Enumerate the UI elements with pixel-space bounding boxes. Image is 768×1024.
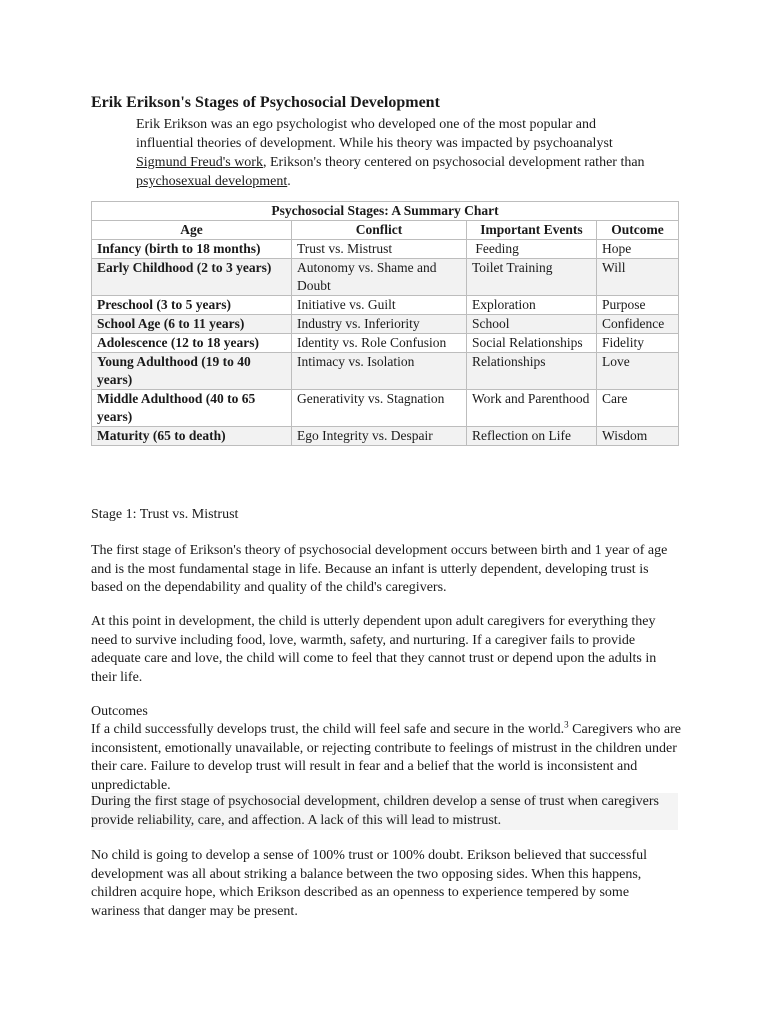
cell-conflict: Identity vs. Role Confusion xyxy=(292,334,467,353)
table-header-row xyxy=(92,221,679,240)
outcomes-text-2: Caregivers who are inconsistent, emotionally unavailable, or rejecting contribute to feelings of mistrust in the children under their care. Failure to develop trust will result in fear and a belief that the world is inconsistent and unpredictable. xyxy=(91,722,681,793)
freud-link[interactable]: Sigmund Freud's work xyxy=(136,155,263,170)
header-important-events: Important Events xyxy=(467,221,597,240)
cell-age: Young Adulthood (19 to 40 years) xyxy=(92,353,292,390)
outcomes-text-1: If a child successfully develops trust, the child will feel safe and secure in the world. xyxy=(91,722,565,737)
intro-text-2: , Erikson's theory centered on psychosocial development rather than xyxy=(262,155,645,170)
cell-conflict: Ego Integrity vs. Despair xyxy=(292,427,467,446)
summary-chart-table xyxy=(91,201,679,446)
cell-event: School xyxy=(467,315,597,334)
cell-age: Adolescence (12 to 18 years) xyxy=(92,334,292,353)
header-age: Age xyxy=(92,221,292,240)
cell-outcome: Love xyxy=(597,353,679,390)
cell-age: School Age (6 to 11 years) xyxy=(92,315,292,334)
table-row xyxy=(92,334,679,353)
page-title: Erik Erikson's Stages of Psychosocial Development xyxy=(91,94,440,111)
cell-event: Reflection on Life xyxy=(467,427,597,446)
cell-outcome: Care xyxy=(597,390,679,427)
footnote-ref[interactable]: 3 xyxy=(564,719,569,730)
table-row xyxy=(92,240,679,259)
cell-age: Infancy (birth to 18 months) xyxy=(92,240,292,259)
stage-heading: Stage 1: Trust vs. Mistrust xyxy=(91,507,239,522)
cell-event: Social Relationships xyxy=(467,334,597,353)
cell-event: Work and Parenthood xyxy=(467,390,597,427)
callout-box: During the first stage of psychosocial development, children develop a sense of trust when caregivers provide reliability, care, and affection. A lack of this will lead to mistrust. xyxy=(91,793,678,830)
cell-age: Maturity (65 to death) xyxy=(92,427,292,446)
cell-conflict: Generativity vs. Stagnation xyxy=(292,390,467,427)
table-caption: Psychosocial Stages: A Summary Chart xyxy=(91,201,679,220)
table-row xyxy=(92,353,679,390)
table-row xyxy=(92,296,679,315)
cell-event: Exploration xyxy=(467,296,597,315)
cell-outcome: Hope xyxy=(597,240,679,259)
paragraph-outcomes xyxy=(91,721,681,795)
intro-text-1: Erik Erikson was an ego psychologist who developed one of the most popular and influential theories of development. While his theory was impacted by psychoanalyst xyxy=(136,117,613,151)
cell-conflict: Trust vs. Mistrust xyxy=(292,240,467,259)
table-row xyxy=(92,259,679,296)
cell-event: Relationships xyxy=(467,353,597,390)
cell-outcome: Purpose xyxy=(597,296,679,315)
cell-conflict: Industry vs. Inferiority xyxy=(292,315,467,334)
cell-conflict: Autonomy vs. Shame and Doubt xyxy=(292,259,467,296)
cell-outcome: Fidelity xyxy=(597,334,679,353)
outcomes-heading: Outcomes xyxy=(91,704,148,719)
cell-event: Toilet Training xyxy=(467,259,597,296)
cell-age: Early Childhood (2 to 3 years) xyxy=(92,259,292,296)
table-row xyxy=(92,427,679,446)
cell-outcome: Will xyxy=(597,259,679,296)
cell-age: Middle Adulthood (40 to 65 years) xyxy=(92,390,292,427)
header-outcome: Outcome xyxy=(597,221,679,240)
cell-conflict: Intimacy vs. Isolation xyxy=(292,353,467,390)
cell-event: Feeding xyxy=(467,240,597,259)
table-row xyxy=(92,390,679,427)
paragraph-stage-intro: The first stage of Erikson's theory of psychosocial development occurs between birth and 1 year of age and is the most fundamental stage in life. Because an infant is utterly dependent, developing trust is based on the dependability and quality of the child's caregivers. xyxy=(91,543,668,595)
cell-age: Preschool (3 to 5 years) xyxy=(92,296,292,315)
intro-paragraph xyxy=(136,115,656,191)
paragraph-dependence: At this point in development, the child is utterly dependent upon adult caregivers for everything they need to survive including food, love, warmth, safety, and nurturing. If a caregiver fails to provide adequate care and love, the child will come to feel that they cannot trust or depend upon the adults in their life. xyxy=(91,614,657,685)
header-conflict: Conflict xyxy=(292,221,467,240)
intro-text-3: . xyxy=(287,174,291,189)
paragraph-balance: No child is going to develop a sense of 100% trust or 100% doubt. Erikson believed that successful development was all about striking a balance between the two opposing sides. When this happens, children acquire hope, which Erikson described as an openness to experience tempered by some wariness that danger may be present. xyxy=(91,848,648,919)
psychosexual-link[interactable]: psychosexual development xyxy=(136,174,288,189)
cell-outcome: Confidence xyxy=(597,315,679,334)
table-row xyxy=(92,315,679,334)
cell-conflict: Initiative vs. Guilt xyxy=(292,296,467,315)
cell-outcome: Wisdom xyxy=(597,427,679,446)
